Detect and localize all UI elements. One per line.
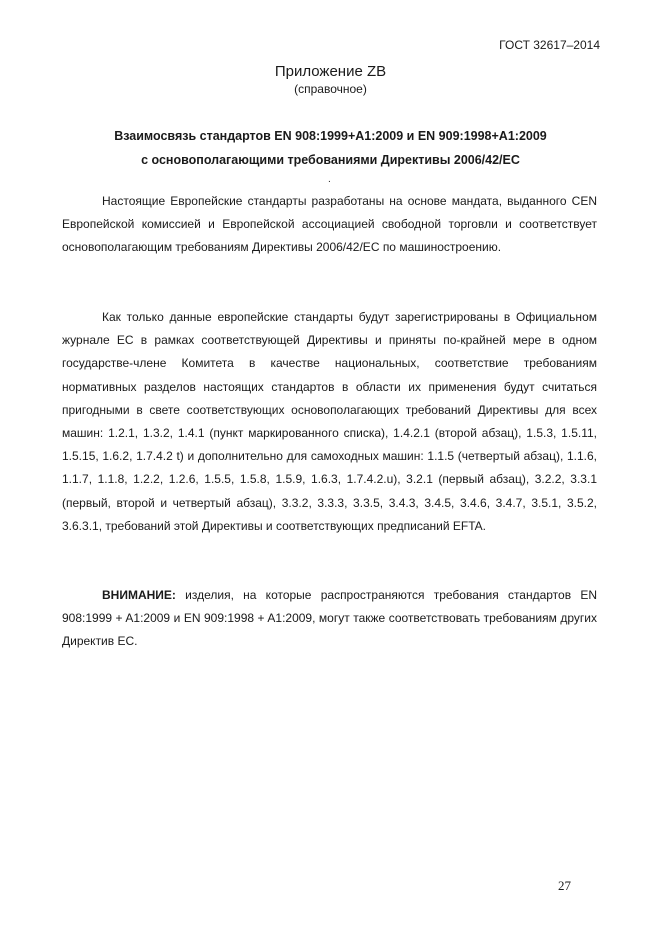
appendix-title: Приложение ZB — [274, 63, 387, 80]
heading-line-1: Взаимосвязь стандартов EN 908:1999+A1:2009 и EN 909:1998+A1:2009 — [114, 129, 547, 143]
paragraph-mandate: Настоящие Европейские стандарты разработаны на основе мандата, выданного CEN Европейской комиссией и Европейской ассоциацией свободной торговли и соответствует основополагающим требованиям Директивы 2006/42/ЕС по машиностроению. — [62, 194, 597, 255]
page-number: 27 — [558, 878, 571, 893]
warning-label: ВНИМАНИЕ: — [102, 588, 176, 602]
heading-line-2: с основополагающими требованиями Директивы 2006/42/ЕС — [141, 153, 520, 167]
paragraph-warning — [62, 584, 597, 654]
standard-code: ГОСТ 32617–2014 — [499, 38, 600, 52]
paragraph-conformity: Как только данные европейские стандарты будут зарегистрированы в Официальном журнале ЕС в рамках соответствующей Директивы и приняты по-крайней мере в одном государстве-члене Комитета в качестве национальных, соответствие требованиям нормативных разделов настоящих стандартов в области их применения будут считаться пригодными в свете соответствующих основополагающих требований Директивы для всех машин: 1.2.1, 1.3.2, 1.4.1 (пункт маркированного списка), 1.4.2.1 (второй абзац), 1.5.3, 1.5.11, 1.5.15, 1.6.2, 1.7.4.2 t) и дополнительно для самоходных машин: 1.1.5 (четвертый абзац), 1.1.6, 1.1.7, 1.1.8, 1.2.2, 1.2.6, 1.5.5, 1.5.8, 1.5.9, 1.6.3, 1.7.4.2.u), 3.2.1 (первый абзац), 3.2.2, 3.3.1 (первый, второй и четвертый абзац), 3.3.2, 3.3.3, 3.3.5, 3.4.3, 3.4.5, 3.4.6, 3.4.7, 3.5.1, 3.5.2, 3.6.3.1, требований этой Директивы и соответствующих предписаний EFTA. — [62, 310, 597, 533]
appendix-note: (справочное) — [294, 82, 367, 96]
warning-text: изделия, на которые распространяются требования стандартов EN 908:1999 + A1:2009 и EN 909:1998 + A1:2009, могут также соответствовать требованиям других Директив ЕС. — [62, 588, 597, 649]
section-heading — [60, 124, 601, 172]
separator-dot: . — [328, 174, 331, 185]
